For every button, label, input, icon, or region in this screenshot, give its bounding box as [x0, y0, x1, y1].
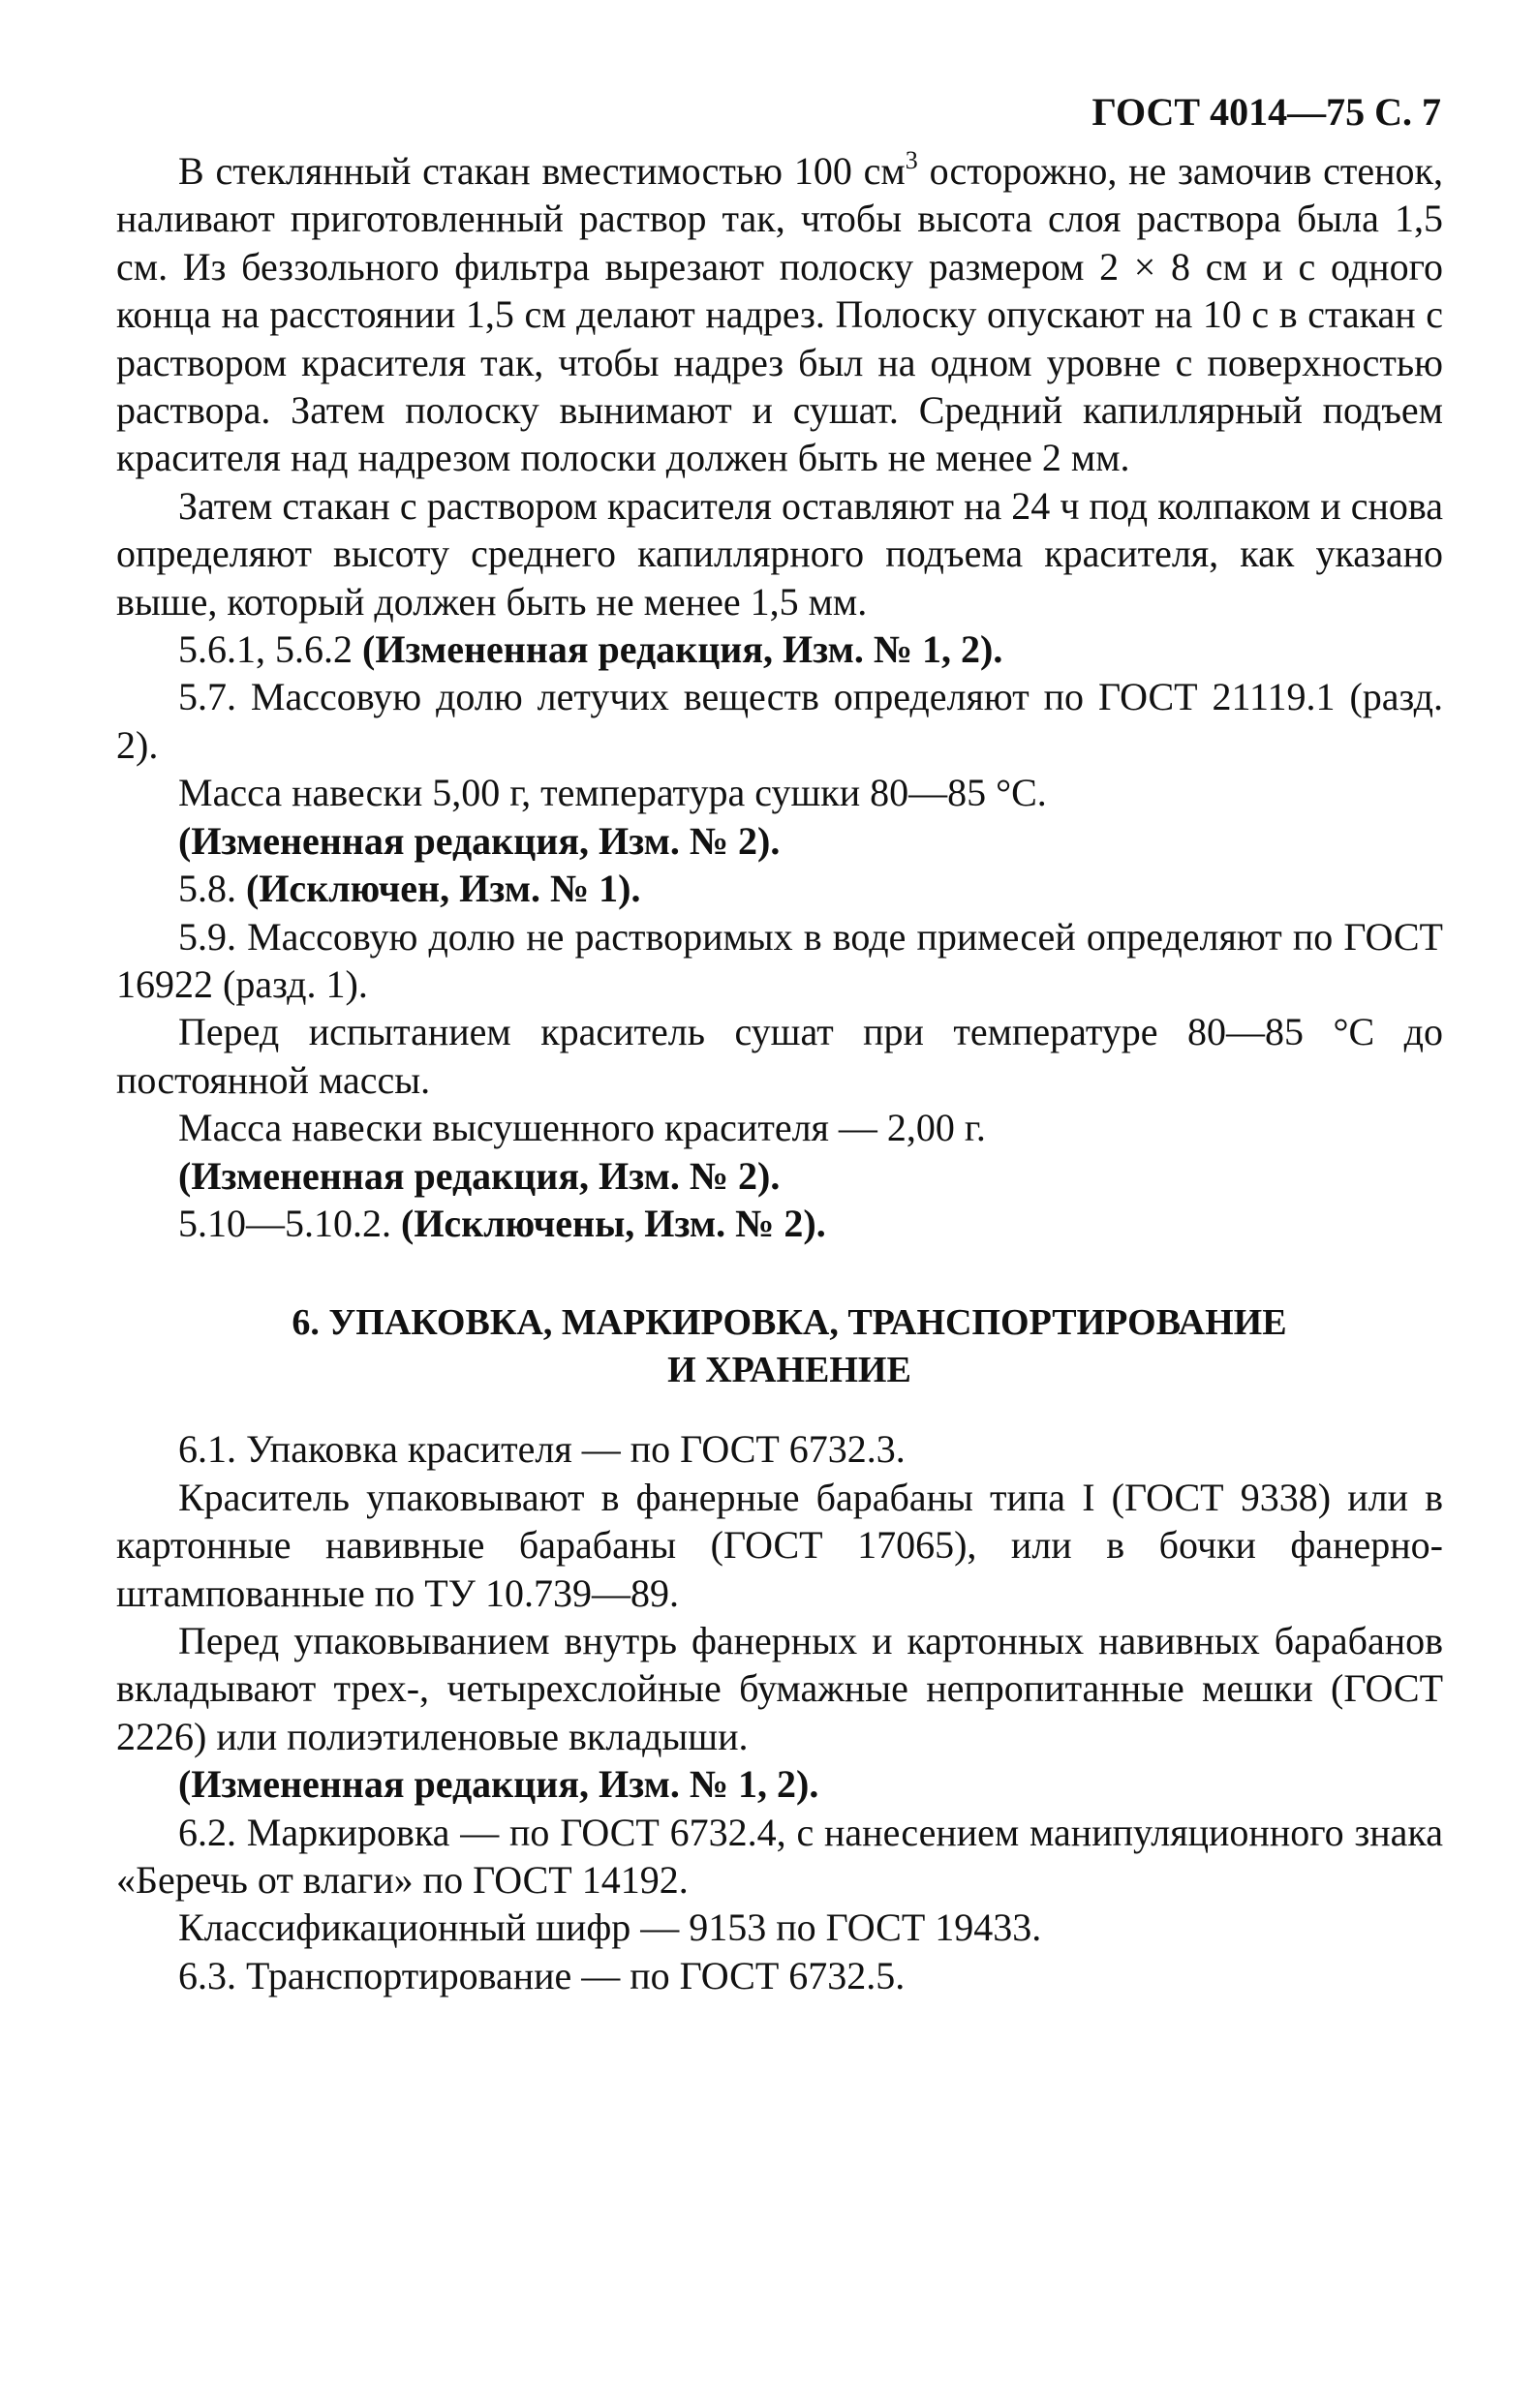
paragraph-dried-mass: Масса навески высушенного красителя — 2,00 г. — [178, 1106, 986, 1150]
paragraph-clause-5-8 — [116, 865, 1443, 912]
excluded-note: (Исключены, Изм. № 2). — [401, 1201, 826, 1245]
superscript: 3 — [905, 146, 918, 174]
amendment-note: (Измененная редакция, Изм. № 1, 2). — [362, 627, 1003, 672]
excluded-note: (Исключен, Изм. № 1). — [246, 867, 641, 911]
section-title-line: И ХРАНЕНИЕ — [667, 1350, 911, 1391]
clause-number: 5.10—5.10.2. — [178, 1201, 401, 1245]
paragraph-text: В стеклянный стакан вместимостью 100 см — [178, 149, 906, 193]
paragraph-capillary-repeat: Затем стакан с раствором красителя оставляют на 24 ч под колпаком и снова определяют высоту среднего капиллярного подъема красителя, как указано выше, который должен быть не менее 1,5 мм. — [116, 483, 1443, 624]
paragraph-drying: Перед испытанием краситель сушат при температуре 80—85 °С до постоянной массы. — [116, 1010, 1443, 1102]
amendment-note: (Измененная редакция, Изм. № 2). — [178, 1153, 781, 1198]
clause-number: 5.8. — [178, 867, 246, 911]
paragraph-clause-5-9: 5.9. Массовую долю не растворимых в воде примесей определяют по ГОСТ 16922 (разд. 1). — [116, 914, 1443, 1006]
page-header: ГОСТ 4014—75 С. 7 — [1091, 90, 1441, 134]
paragraph-clause-5-7: 5.7. Массовую долю летучих веществ определяют по ГОСТ 21119.1 (разд. 2). — [116, 675, 1443, 767]
paragraph-amendment-561 — [116, 625, 1443, 673]
paragraph-packaging: Краситель упаковывают в фанерные барабаны типа I (ГОСТ 9338) или в картонные навивные барабаны (ГОСТ 17065), или в бочки фанерно-штампованные по ТУ 10.739—89. — [116, 1475, 1443, 1615]
paragraph-clause-6-1: 6.1. Упаковка красителя — по ГОСТ 6732.3. — [178, 1427, 906, 1472]
paragraph-text: осторожно, не замочив стенок, наливают приготовленный раствор так, чтобы высота слоя раствора была 1,5 см. Из беззольного фильтра вырезают полоску размером 2 × 8 см и с одного конца на расстоянии 1,5 см делают надрез. Полоску опускают на 10 с в стакан с раствором красителя так, чтобы надрез был на одном уровне с поверхностью раствора. Затем полоску вынимают и сушат. Средний капиллярный подъем красителя над надрезом полоски должен быть не менее 2 мм. — [116, 149, 1443, 480]
clause-number: 5.6.1, 5.6.2 — [178, 627, 362, 672]
paragraph-clause-5-10 — [116, 1200, 1443, 1247]
paragraph-capillary-test — [116, 147, 1443, 482]
paragraph-packaging-liners: Перед упаковыванием внутрь фанерных и картонных навивных барабанов вкладывают трех-, четырехслойные бумажные непропитанные мешки (ГОСТ 2226) или полиэтиленовые вкладыши. — [116, 1618, 1443, 1758]
amendment-note: (Измененная редакция, Изм. № 1, 2). — [178, 1762, 819, 1807]
amendment-note: (Измененная редакция, Изм. № 2). — [178, 818, 781, 863]
paragraph-sample-mass: Масса навески 5,00 г, температура сушки 80—85 °С. — [178, 771, 1047, 815]
paragraph-clause-6-2: 6.2. Маркировка — по ГОСТ 6732.4, с нанесением манипуляционного знака «Беречь от влаги» по ГОСТ 14192. — [116, 1810, 1443, 1902]
section-title-line: 6. УПАКОВКА, МАРКИРОВКА, ТРАНСПОРТИРОВАНИЕ — [292, 1302, 1287, 1344]
section-title — [116, 1299, 1443, 1394]
paragraph-clause-6-3: 6.3. Транспортирование — по ГОСТ 6732.5. — [178, 1953, 906, 1997]
paragraph-classification: Классификационный шифр — 9153 по ГОСТ 19433. — [178, 1905, 1042, 1950]
document-page — [116, 89, 1443, 1999]
